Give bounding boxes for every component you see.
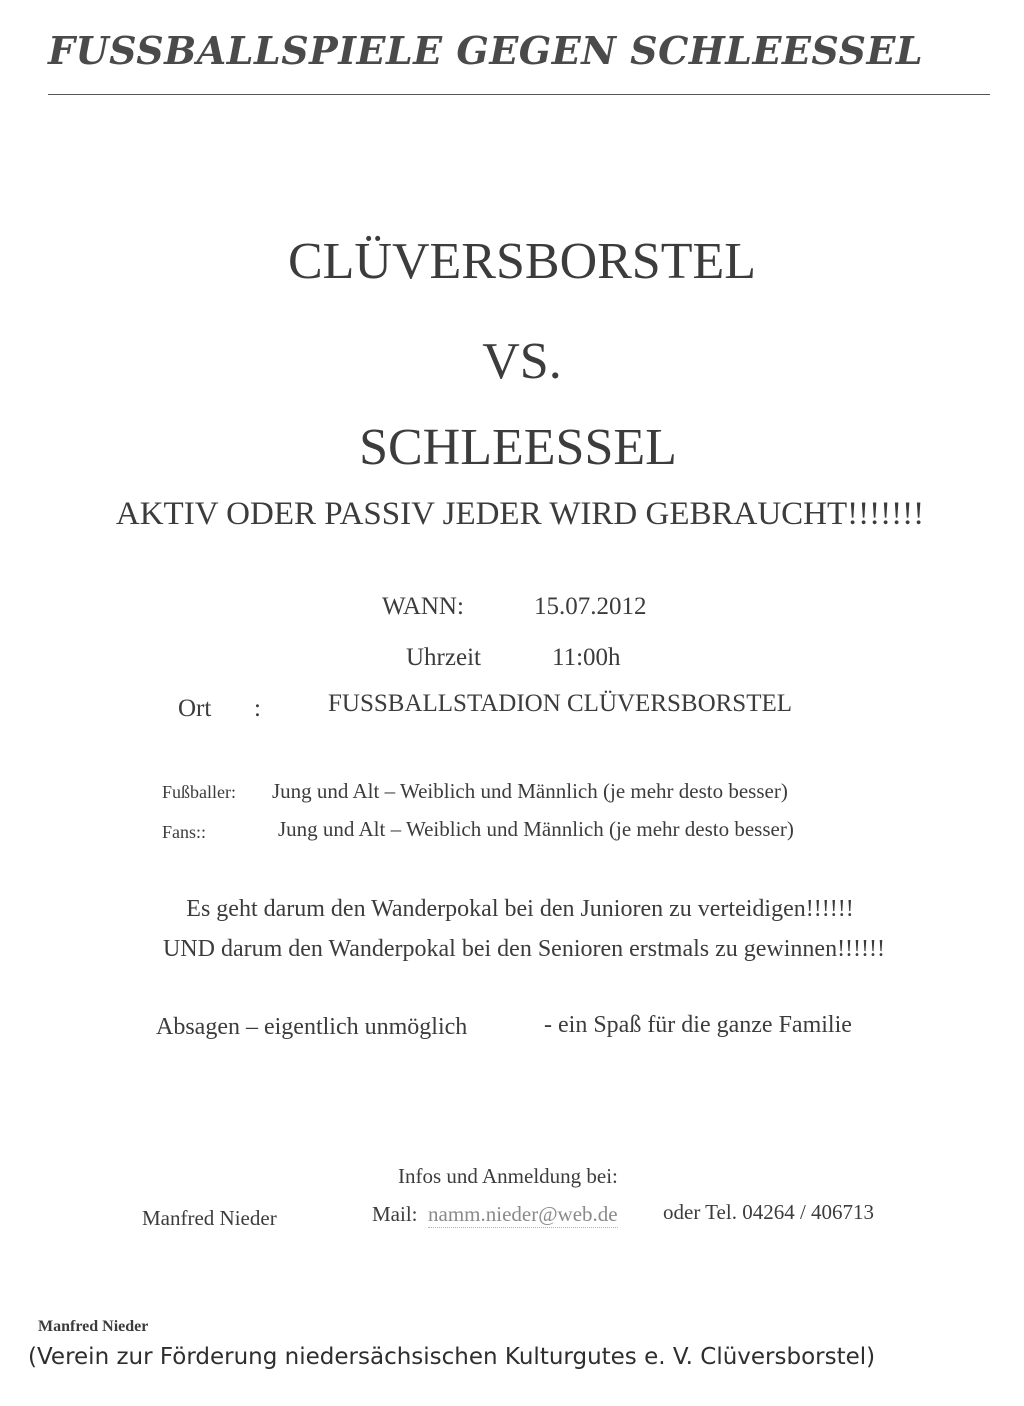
footer-organization: (Verein zur Förderung niedersächsischen Kulturgutes e. V. Clüversborstel) [28, 1344, 876, 1370]
place-separator: : [254, 695, 261, 722]
players-label: Fußballer: [162, 782, 236, 802]
fans-label: Fans:: [162, 822, 207, 842]
footer-name: Manfred Nieder [38, 1318, 149, 1335]
versus-label: VS. [482, 333, 562, 390]
players-value: Jung und Alt – Weiblich und Männlich (je mehr desto besser) [272, 779, 788, 803]
contact-heading: Infos und Anmeldung bei: [398, 1164, 618, 1188]
page-title: FUSSBALLSPIELE GEGEN SCHLEESSEL [48, 28, 924, 73]
time-label: Uhrzeit [406, 644, 481, 671]
when-label: WANN: [382, 593, 464, 620]
home-team: CLÜVERSBORSTEL [287, 233, 757, 290]
when-value: 15.07.2012 [534, 593, 647, 620]
place-value: FUSSBALLSTADION CLÜVERSBORSTEL [328, 690, 793, 717]
title-underline [48, 94, 990, 95]
place-label: Ort [178, 695, 212, 722]
contact-name: Manfred Nieder [142, 1206, 277, 1230]
mail-label: Mail: [372, 1202, 418, 1226]
slogan: AKTIV ODER PASSIV JEDER WIRD GEBRAUCHT!!!!!!! [115, 496, 925, 532]
fans-value: Jung und Alt – Weiblich und Männlich (je mehr desto besser) [278, 817, 794, 841]
phone-number: oder Tel. 04264 / 406713 [663, 1200, 875, 1224]
closing-right: - ein Spaß für die ganze Familie [544, 1012, 852, 1038]
away-team: SCHLEESSEL [359, 419, 677, 476]
closing-left: Absagen – eigentlich unmöglich [156, 1014, 468, 1040]
goal-line-seniors: UND darum den Wanderpokal bei den Senioren erstmals zu gewinnen!!!!!! [162, 936, 886, 962]
goal-line-juniors: Es geht darum den Wanderpokal bei den Junioren zu verteidigen!!!!!! [186, 896, 854, 922]
time-value: 11:00h [552, 644, 621, 671]
email-link[interactable]: namm.nieder@web.de [428, 1202, 618, 1226]
